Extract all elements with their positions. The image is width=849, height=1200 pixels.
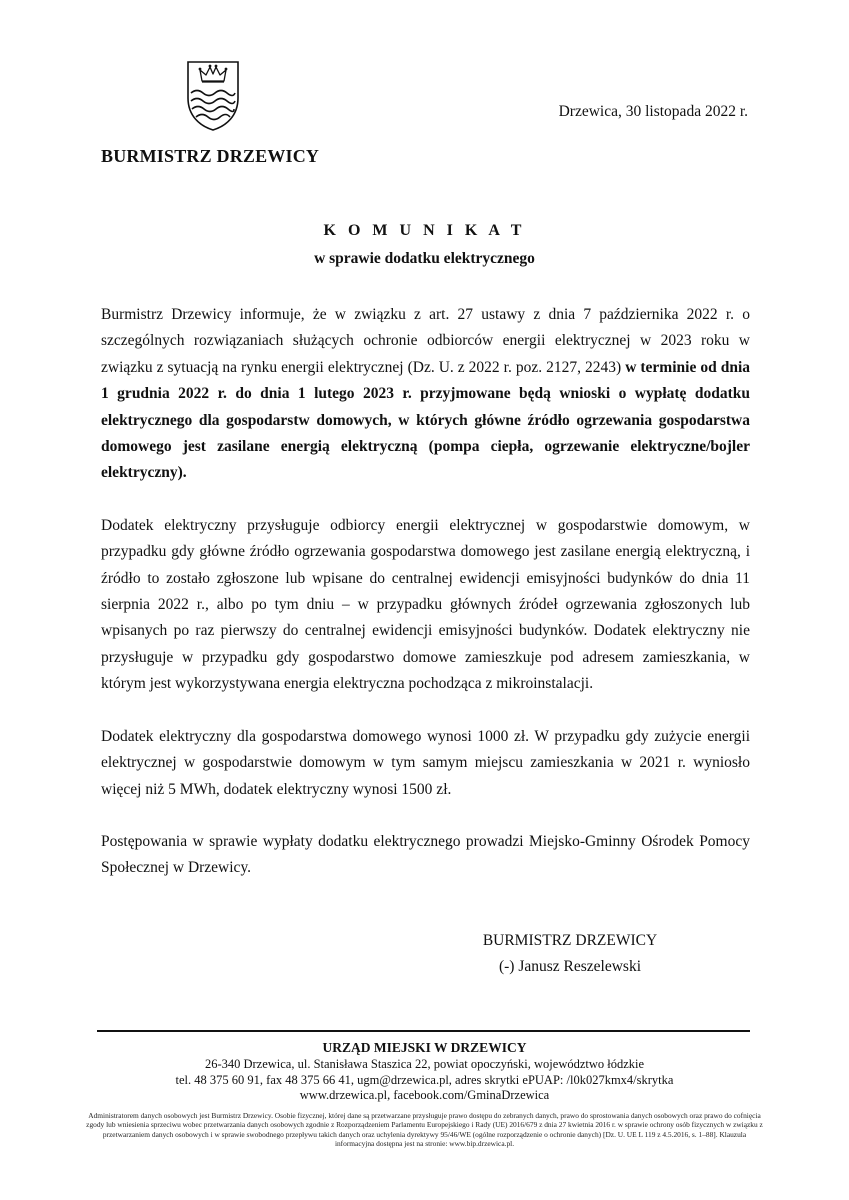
footer — [80, 1039, 769, 1149]
paragraph-1 — [101, 302, 750, 487]
document-subtitle: w sprawie dodatku elektrycznego — [314, 250, 535, 267]
paragraph-2: Dodatek elektryczny przysługuje odbiorcy energii elektrycznej w gospodarstwie domowym, w przypadku gdy główne źródło ogrzewania gospodarstwa domowego jest zasilane energią elektryczną, i źródło to zostało zgłoszone lub wpisane do centralnej ewidencji emisyjności budynków do dnia 11 sierpnia 2022 r., albo po tym dniu – w przypadku głównych źródeł ogrzewania zgłoszonych lub wpisanych po raz pierwszy do centralnej ewidencji emisyjności budynków. Dodatek elektryczny nie przysługuje w przypadku gdy gospodarstwo domowe zamieszkuje pod adresem zamieszkania, w którym jest wykorzystywana energia elektryczna pochodząca z mikroinstalacji. — [101, 516, 750, 693]
footer-divider — [97, 1030, 750, 1032]
footer-web: www.drzewica.pl, facebook.com/GminaDrzewica — [299, 1088, 550, 1102]
footer-office-name: URZĄD MIEJSKI W DRZEWICY — [322, 1040, 527, 1055]
signature-title: BURMISTRZ DRZEWICY — [482, 932, 658, 949]
paragraph-4: Postępowania w sprawie wypłaty dodatku elektrycznego prowadzi Miejsko-Gminny Ośrodek Pomocy Społecznej w Drzewicy. — [101, 832, 750, 877]
document-title: K O M U N I K A T — [323, 222, 526, 239]
footer-address: 26-340 Drzewica, ul. Stanisława Staszica 22, powiat opoczyński, województwo łódzkie — [204, 1057, 645, 1071]
document-body — [101, 302, 750, 908]
signature-name: (-) Janusz Reszelewski — [498, 958, 642, 975]
signature-block — [470, 928, 670, 980]
paragraph-1-normal: Burmistrz Drzewicy informuje, że w związku z art. 27 ustawy z dnia 7 października 2022 r. o szczególnych rozwiązaniach służących ochronie odbiorców energii elektrycznej w 2023 roku w związku z sytuacją na rynku energii elektrycznej (Dz. U. z 2022 r. poz. 2127, 2243) — [101, 306, 750, 376]
place-and-date: Drzewica, 30 listopada 2022 r. — [558, 103, 748, 120]
coat-of-arms-icon — [186, 60, 240, 132]
issuer-heading: BURMISTRZ DRZEWICY — [101, 146, 320, 166]
footer-contact: tel. 48 375 60 91, fax 48 375 66 41, ugm@drzewica.pl, adres skrytki ePUAP: /l0k027kmx4/skrytka — [175, 1072, 674, 1087]
paragraph-3: Dodatek elektryczny dla gospodarstwa domowego wynosi 1000 zł. W przypadku gdy zużycie energii elektrycznej w gospodarstwie domowym w tym samym miejscu zamieszkania w 2021 r. wyniosło więcej niż 5 MWh, dodatek elektryczny wynosi 1500 zł. — [101, 727, 750, 798]
paragraph-1-bold: w terminie od dnia 1 grudnia 2022 r. do dnia 1 lutego 2023 r. przyjmowane będą wnioski o wypłatę dodatku elektrycznego dla gospodarstw domowych, w których główne źródło ogrzewania gospodarstwa domowego jest zasilane energią elektryczną (pompa ciepła, ogrzewanie elektryczne/bojler elektryczny). — [101, 358, 751, 482]
footer-gdpr-notice: Administratorem danych osobowych jest Burmistrz Drzewicy. Osobie fizycznej, której dane są przetwarzane przysługuje prawo dostępu do zebranych danych, prawo do sprostowania danych osobowych oraz prawo do cofnięcia zgody lub wniesienia sprzeciwu wobec przetwarzania danych osobowych zgodnie z Rozporządzeniem Parlamentu Europejskiego i Rady (UE) 2016/679 z dnia 27 kwietnia 2016 r. w sprawie ochrony osób fizycznych w związku z przetwarzaniem danych osobowych i w sprawie swobodnego przepływu takich danych oraz uchylenia dyrektywy 95/46/WE (ogólne rozporządzenie o ochronie danych) [Dz. U. UE L 119 z 4.5.2016, s. 1–88]. Klauzula informacyjna dostępna jest na stronie: www.bip.drzewica.pl. — [86, 1110, 763, 1149]
